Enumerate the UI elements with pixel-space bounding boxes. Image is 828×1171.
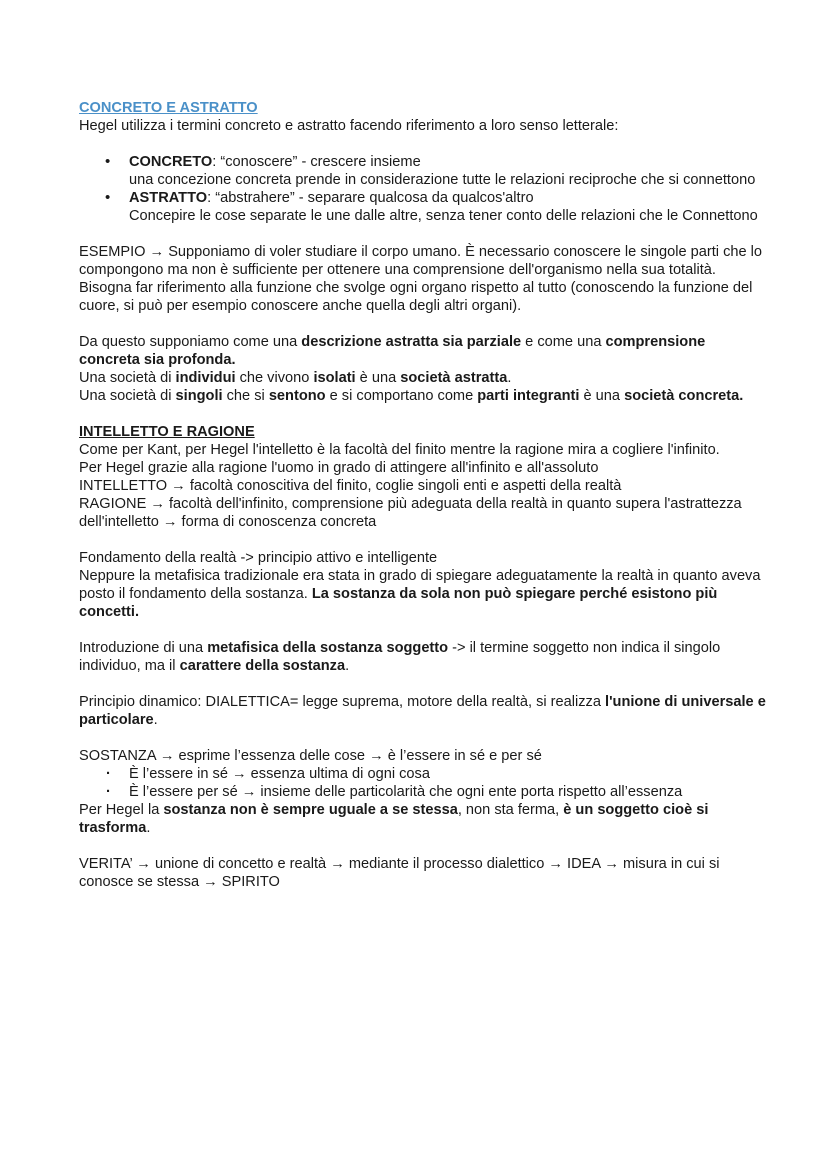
bold-run: individui [175, 370, 236, 386]
verita-paragraph: VERITA’ → unione di concetto e realtà → mediante il processo dialettico → IDEA → misura in cui si conosce se stessa → SPIRITO [79, 856, 720, 890]
section-heading-concreto-astratto: CONCRETO E ASTRATTO [79, 100, 258, 116]
section-heading-intelletto-ragione: INTELLETTO E RAGIONE [79, 424, 255, 440]
spacer [79, 225, 768, 243]
esempio-paragraph: ESEMPIO → Supponiamo di voler studiare il corpo umano. È necessario conoscere le singole parti che lo compongono ma non è sufficiente per ottenere una comprensione dell'organismo nella sua totalità. Bisogna far riferimento alla funzione che svolge ogni organo rispetto al tutto (conoscendo la funzione del cuore, si può per esempio conoscere anche quella degli altri organi). [79, 244, 763, 314]
bold-run: carattere della sostanza [179, 658, 346, 674]
text-run: è una [355, 370, 401, 386]
text-run: Neppure la metafisica tradizionale era stata in grado di spiegare adeguatamente la realtà in quanto aveva posto il fondamento della sostanza. [79, 568, 761, 602]
text-run: . [146, 820, 151, 836]
bold-run: è un soggetto cioè si trasforma [79, 802, 709, 836]
bold-run: sentono [268, 388, 326, 404]
spacer [79, 405, 768, 423]
term-astratto: ASTRATTO [129, 190, 208, 206]
description-astratto: Concepire le cose separate le une dalle altre, senza tener conto delle relazioni che le Connettono [129, 208, 758, 224]
da-questo-paragraph [79, 333, 768, 369]
text-run: che si [222, 388, 269, 404]
ragione-line: RAGIONE → facoltà dell'infinito, comprensione più adeguata della realtà in quanto supera l'astrattezza dell'intelletto → forma di conoscenza concreta [79, 496, 742, 530]
spacer [79, 675, 768, 693]
spacer [79, 729, 768, 747]
definition-astratto: : “abstrahere” - separare qualcosa da qualcos'altro [207, 190, 534, 206]
bold-run: sostanza non è sempre uguale a se stessa [163, 802, 458, 818]
sostanza-line: SOSTANZA → esprime l’essenza delle cose → è l’essere in sé e per sé [79, 748, 542, 764]
spacer [79, 315, 768, 333]
societa-concreta-line [79, 387, 768, 405]
definition-concreto: : “conoscere” - crescere insieme [212, 154, 421, 170]
ragione-infinito-line: Per Hegel grazie alla ragione l'uomo in grado di attingere all'infinito e all'assoluto [79, 460, 599, 476]
bold-run: singoli [175, 388, 223, 404]
text-run: Da questo supponiamo come una [79, 334, 302, 350]
text-run: . [345, 658, 350, 674]
text-run: Una società di [79, 388, 176, 404]
bold-run: La sostanza da sola non può spiegare perché esistono più concetti. [79, 586, 718, 620]
text-run: Una società di [79, 370, 176, 386]
text-run: Principio dinamico: DIALETTICA= legge suprema, motore della realtà, si realizza [79, 694, 606, 710]
spacer [79, 837, 768, 855]
bold-run: società concreta. [624, 388, 744, 404]
metafisica-paragraph [79, 567, 768, 621]
bold-run: l'unione di universale e particolare [79, 694, 766, 728]
sostanza-list [79, 765, 768, 801]
societa-astratta-line [79, 369, 768, 387]
definition-list [79, 153, 768, 225]
bold-run: descrizione astratta sia parziale [301, 334, 522, 350]
list-item-concreto [79, 153, 768, 189]
text-run: . [507, 370, 512, 386]
text-run: che vivono [235, 370, 314, 386]
introduzione-paragraph [79, 639, 768, 675]
list-item: · È l’essere per sé → insieme delle particolarità che ogni ente porta rispetto all’essenza [79, 783, 768, 801]
term-concreto: CONCRETO [129, 154, 213, 170]
kant-paragraph: Come per Kant, per Hegel l'intelletto è la facoltà del finito mentre la ragione mira a cogliere l'infinito. [79, 442, 720, 458]
text-run: Introduzione di una [79, 640, 208, 656]
text-run: è una [579, 388, 625, 404]
bold-run: parti integranti [477, 388, 580, 404]
bold-run: metafisica della sostanza soggetto [207, 640, 449, 656]
text-run: e si comportano come [325, 388, 478, 404]
description-concreto: una concezione concreta prende in considerazione tutte le relazioni reciproche che si connettono [129, 172, 756, 188]
bold-run: isolati [313, 370, 356, 386]
bold-run: società astratta [400, 370, 508, 386]
bold-run: comprensione concreta sia profonda. [79, 334, 706, 368]
text-run: e come una [521, 334, 606, 350]
intro-paragraph: Hegel utilizza i termini concreto e astratto facendo riferimento a loro senso letterale: [79, 118, 619, 134]
text-run: . [153, 712, 158, 728]
spacer [79, 531, 768, 549]
spacer [79, 135, 768, 153]
fondamento-line: Fondamento della realtà -> principio attivo e intelligente [79, 550, 438, 566]
list-item: · È l’essere in sé → essenza ultima di ogni cosa [79, 765, 768, 783]
spacer [79, 621, 768, 639]
principio-paragraph [79, 693, 768, 729]
intelletto-line: INTELLETTO → facoltà conoscitiva del finito, coglie singoli enti e aspetti della realtà [79, 478, 622, 494]
sostanza-paragraph [79, 801, 768, 837]
text-run: Per Hegel la [79, 802, 164, 818]
text-run: -> il termine soggetto non indica il singolo individuo, ma il [79, 640, 721, 674]
text-run: , non sta ferma, [457, 802, 564, 818]
list-item-astratto [79, 189, 768, 225]
